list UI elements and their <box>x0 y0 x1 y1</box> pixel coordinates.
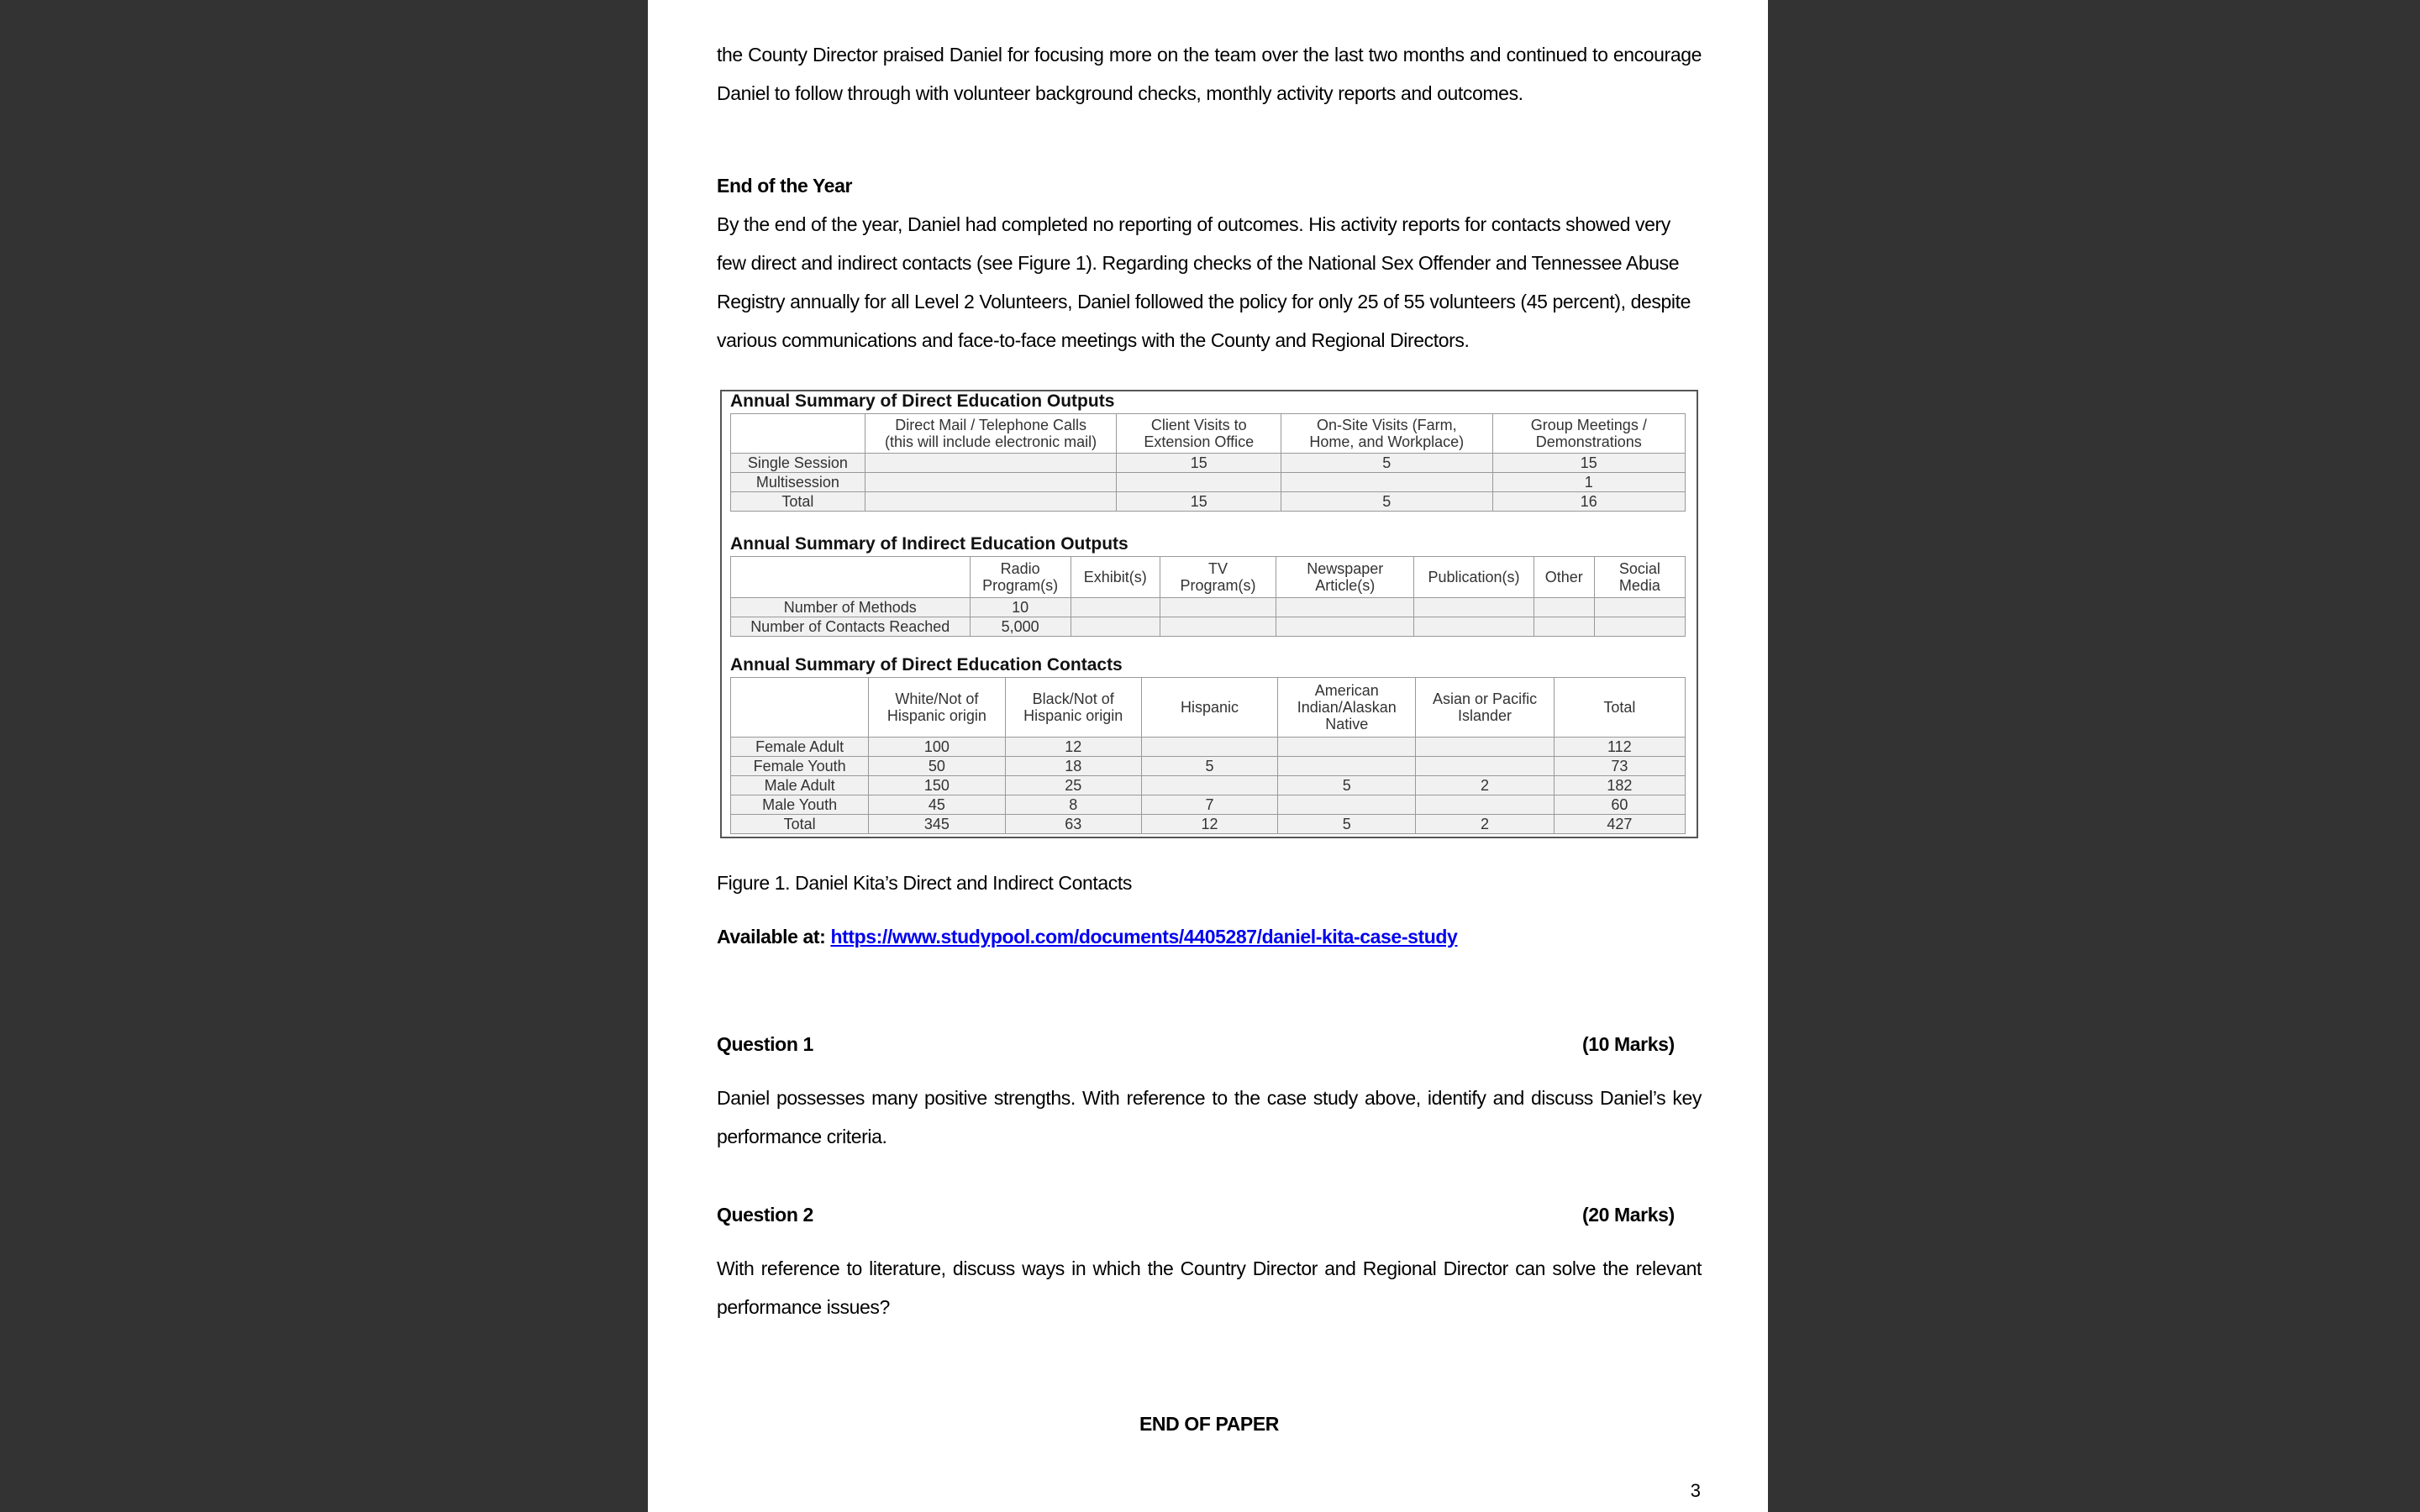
text-line: few direct and indirect contacts (see Figure 1). Regarding checks of the National Sex Offender and Tennessee Abuse <box>717 252 1680 274</box>
row-label: Single Session <box>731 454 865 473</box>
column-header: Publication(s) <box>1414 557 1534 598</box>
table-row <box>731 815 1686 834</box>
column-header: Client Visits to Extension Office <box>1117 414 1281 454</box>
intro-paragraph <box>717 35 1702 113</box>
table-cell: 25 <box>1005 776 1141 795</box>
table-cell <box>1276 598 1414 617</box>
row-label: Female Youth <box>731 757 869 776</box>
table-cell: 1 <box>1492 473 1685 492</box>
table-cell <box>1117 473 1281 492</box>
question-2-marks: (20 Marks) <box>1582 1204 1675 1226</box>
table-header-row <box>731 557 1686 598</box>
text-line: By the end of the year, Daniel had completed no reporting of outcomes. His activity reports for contacts showed very <box>717 213 1670 235</box>
table-cell: 150 <box>869 776 1005 795</box>
text-line: Registry annually for all Level 2 Volunteers, Daniel followed the policy for only 25 of 55 volunteers (45 percent), despite <box>717 291 1691 312</box>
table-cell <box>1416 795 1554 815</box>
table-cell: 5,000 <box>970 617 1071 637</box>
outputs-table-title: Annual Summary of Direct Education Outputs <box>730 391 1115 411</box>
column-header: Other <box>1534 557 1594 598</box>
column-header: Newspaper Article(s) <box>1276 557 1414 598</box>
table-cell <box>1281 473 1493 492</box>
table-cell: 182 <box>1554 776 1685 795</box>
table-cell: 12 <box>1005 738 1141 757</box>
row-label: Total <box>731 492 865 512</box>
indirect-table-title: Annual Summary of Indirect Education Outputs <box>730 534 1128 554</box>
table-cell <box>1071 617 1160 637</box>
table-cell: 5 <box>1281 492 1493 512</box>
table-cell: 18 <box>1005 757 1141 776</box>
table-cell: 15 <box>1117 454 1281 473</box>
text-line: various communications and face-to-face meetings with the County and Regional Directors. <box>717 329 1470 351</box>
row-label: Number of Methods <box>731 598 971 617</box>
table-cell: 15 <box>1117 492 1281 512</box>
text-line: Daniel possesses many positive strengths. With reference to the case study above, identify and discuss Daniel’s key <box>717 1087 1702 1109</box>
question-1-heading <box>717 1025 1702 1063</box>
page-number: 3 <box>1690 1480 1701 1501</box>
table-cell: 7 <box>1141 795 1277 815</box>
table-cell <box>1141 738 1277 757</box>
table-cell <box>1594 617 1685 637</box>
table-row <box>731 776 1686 795</box>
table-cell: 10 <box>970 598 1071 617</box>
column-header: Asian or Pacific Islander <box>1416 678 1554 738</box>
row-label: Number of Contacts Reached <box>731 617 971 637</box>
direct-outputs-table <box>730 413 1686 512</box>
column-header: Radio Program(s) <box>970 557 1071 598</box>
table-cell <box>1534 617 1594 637</box>
table-cell: 60 <box>1554 795 1685 815</box>
table-row <box>731 617 1686 637</box>
question-1-marks: (10 Marks) <box>1582 1033 1675 1055</box>
column-header: American Indian/Alaskan Native <box>1278 678 1416 738</box>
table-cell: 73 <box>1554 757 1685 776</box>
indirect-outputs-table <box>730 556 1686 637</box>
question-2-heading <box>717 1195 1702 1234</box>
table-cell <box>1278 795 1416 815</box>
available-at <box>717 917 1702 956</box>
table-row <box>731 738 1686 757</box>
table-cell <box>1416 757 1554 776</box>
row-label: Total <box>731 815 869 834</box>
table-cell: 5 <box>1278 815 1416 834</box>
table-row <box>731 473 1686 492</box>
text-line: Daniel to follow through with volunteer background checks, monthly activity reports and outcomes. <box>717 82 1523 104</box>
table-cell: 8 <box>1005 795 1141 815</box>
table-header-row <box>731 678 1686 738</box>
available-label: Available at: <box>717 926 831 948</box>
direct-contacts-table <box>730 677 1686 834</box>
table-row <box>731 795 1686 815</box>
table-cell <box>865 454 1117 473</box>
table-row <box>731 598 1686 617</box>
table-cell: 2 <box>1416 776 1554 795</box>
column-header: On-Site Visits (Farm, Home, and Workplace) <box>1281 414 1493 454</box>
section-block <box>717 166 1702 360</box>
table-cell <box>1160 598 1276 617</box>
table-cell <box>1414 598 1534 617</box>
figure-caption <box>717 864 1702 902</box>
table-cell: 2 <box>1416 815 1554 834</box>
table-cell <box>1141 776 1277 795</box>
column-header <box>731 414 865 454</box>
table-cell <box>1160 617 1276 637</box>
column-header: Group Meetings / Demonstrations <box>1492 414 1685 454</box>
document-page <box>648 0 1768 1512</box>
column-header: Exhibit(s) <box>1071 557 1160 598</box>
end-of-paper <box>717 1404 1702 1443</box>
table-cell <box>1278 757 1416 776</box>
contacts-table-title: Annual Summary of Direct Education Contacts <box>730 655 1123 675</box>
table-cell: 100 <box>869 738 1005 757</box>
table-cell <box>1414 617 1534 637</box>
column-header: TV Program(s) <box>1160 557 1276 598</box>
table-cell: 5 <box>1281 454 1493 473</box>
question-1-label: Question 1 <box>717 1033 813 1055</box>
table-cell: 5 <box>1278 776 1416 795</box>
end-text: END OF PAPER <box>1139 1413 1279 1435</box>
table-cell: 427 <box>1554 815 1685 834</box>
table-cell <box>1278 738 1416 757</box>
question-1-text <box>717 1079 1702 1156</box>
table-cell: 112 <box>1554 738 1685 757</box>
figure-1-tables <box>720 390 1698 838</box>
table-cell <box>1416 738 1554 757</box>
table-cell: 63 <box>1005 815 1141 834</box>
table-cell: 16 <box>1492 492 1685 512</box>
row-label: Multisession <box>731 473 865 492</box>
text-line: the County Director praised Daniel for focusing more on the team over the last two months and continued to encourage <box>717 44 1702 66</box>
table-cell: 15 <box>1492 454 1685 473</box>
row-label: Male Adult <box>731 776 869 795</box>
column-header <box>731 557 971 598</box>
section-heading: End of the Year <box>717 175 853 197</box>
row-label: Female Adult <box>731 738 869 757</box>
question-2-text <box>717 1249 1702 1326</box>
table-cell <box>865 473 1117 492</box>
table-cell: 45 <box>869 795 1005 815</box>
table-cell <box>1071 598 1160 617</box>
table-row <box>731 454 1686 473</box>
column-header: Total <box>1554 678 1685 738</box>
text-line: With reference to literature, discuss ways in which the Country Director and Regional Director can solve the relevant <box>717 1257 1702 1279</box>
text-line: performance criteria. <box>717 1126 887 1147</box>
table-cell: 50 <box>869 757 1005 776</box>
table-cell <box>1534 598 1594 617</box>
question-2-label: Question 2 <box>717 1204 813 1226</box>
caption-text: Figure 1. Daniel Kita’s Direct and Indirect Contacts <box>717 872 1132 894</box>
table-header-row <box>731 414 1686 454</box>
table-cell <box>1276 617 1414 637</box>
table-cell: 12 <box>1141 815 1277 834</box>
table-row <box>731 757 1686 776</box>
column-header: Black/Not of Hispanic origin <box>1005 678 1141 738</box>
source-link[interactable]: https://www.studypool.com/documents/4405287/daniel-kita-case-study <box>830 926 1458 948</box>
column-header: Social Media <box>1594 557 1685 598</box>
table-cell <box>865 492 1117 512</box>
table-cell: 345 <box>869 815 1005 834</box>
text-line: performance issues? <box>717 1296 890 1318</box>
column-header: Hispanic <box>1141 678 1277 738</box>
row-label: Male Youth <box>731 795 869 815</box>
table-cell: 5 <box>1141 757 1277 776</box>
column-header: White/Not of Hispanic origin <box>869 678 1005 738</box>
table-row <box>731 492 1686 512</box>
table-cell <box>1594 598 1685 617</box>
column-header: Direct Mail / Telephone Calls (this will include electronic mail) <box>865 414 1117 454</box>
column-header <box>731 678 869 738</box>
